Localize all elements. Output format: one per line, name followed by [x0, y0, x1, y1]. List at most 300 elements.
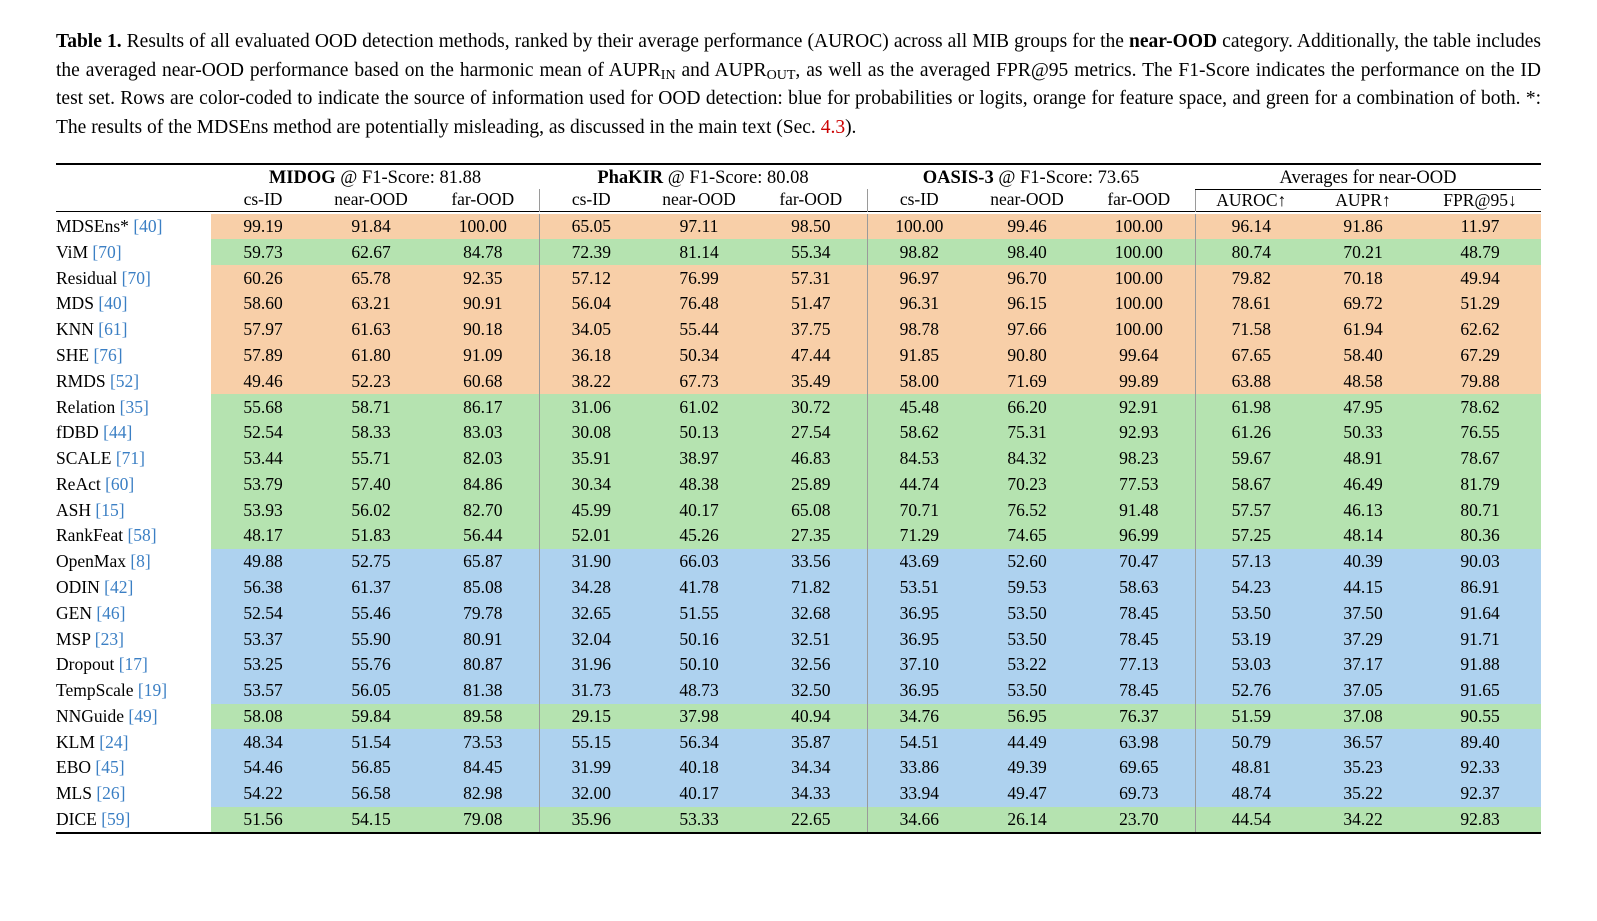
metric-cell: 25.89	[755, 472, 867, 498]
method-label: ReAct	[56, 473, 101, 494]
metric-cell: 51.54	[315, 729, 427, 755]
metric-cell: 40.17	[643, 781, 755, 807]
metric-cell: 80.87	[427, 652, 539, 678]
method-name-cell	[56, 343, 211, 369]
citation-link[interactable]: [40]	[128, 216, 163, 237]
metric-cell: 40.17	[643, 497, 755, 523]
metric-cell: 61.94	[1307, 317, 1419, 343]
table-row	[56, 317, 1541, 343]
metric-cell: 55.76	[315, 652, 427, 678]
metric-cell: 61.63	[315, 317, 427, 343]
metric-cell: 32.51	[755, 626, 867, 652]
subheader-oasis3-far-ood: far-OOD	[1107, 189, 1171, 210]
metric-cell: 56.44	[427, 523, 539, 549]
metric-cell: 31.99	[539, 755, 643, 781]
metric-cell: 76.52	[971, 497, 1083, 523]
metric-cell: 85.08	[427, 575, 539, 601]
metric-cell: 100.00	[1083, 291, 1195, 317]
metric-cell: 56.38	[211, 575, 315, 601]
metric-cell: 99.46	[971, 214, 1083, 240]
metric-cell: 50.13	[643, 420, 755, 446]
metric-cell: 11.97	[1419, 214, 1541, 240]
metric-cell: 63.98	[1083, 729, 1195, 755]
metric-cell: 34.76	[867, 704, 971, 730]
table-row	[56, 420, 1541, 446]
metric-cell: 79.88	[1419, 368, 1541, 394]
table-row	[56, 600, 1541, 626]
metric-cell: 34.33	[755, 781, 867, 807]
table-caption	[56, 28, 1541, 143]
metric-cell: 52.23	[315, 368, 427, 394]
metric-cell: 60.26	[211, 265, 315, 291]
metric-cell: 84.78	[427, 239, 539, 265]
metric-cell: 52.75	[315, 549, 427, 575]
metric-cell: 67.65	[1195, 343, 1307, 369]
caption-text-4: , as well as the averaged FPR@95 metrics. The F1-Score indicates the performance on the ID test set. Rows are color-coded to indicate the source of information used for OOD detection: blue for probabilities or logits, orange for feature space, and green for a combination of both. *: The results of the MDSEns method are potentially misleading, as discussed in the main text (Sec.	[56, 59, 1542, 139]
metric-cell: 35.91	[539, 446, 643, 472]
metric-cell: 37.05	[1307, 678, 1419, 704]
metric-cell: 37.98	[643, 704, 755, 730]
method-label: Dropout	[56, 654, 115, 675]
metric-cell: 57.97	[211, 317, 315, 343]
metric-cell: 57.40	[315, 472, 427, 498]
table-row	[56, 239, 1541, 265]
citation-link[interactable]: [23]	[90, 628, 124, 649]
citation-link[interactable]: [70]	[117, 267, 151, 288]
metric-cell: 50.16	[643, 626, 755, 652]
method-label: Relation	[56, 396, 116, 417]
citation-link[interactable]: [58]	[123, 525, 157, 546]
metric-cell: 34.66	[867, 807, 971, 834]
method-label: GEN	[56, 602, 92, 623]
metric-cell: 91.86	[1307, 214, 1419, 240]
method-name-cell	[56, 575, 211, 601]
metric-cell: 41.78	[643, 575, 755, 601]
metric-cell: 81.38	[427, 678, 539, 704]
metric-cell: 50.34	[643, 343, 755, 369]
citation-link[interactable]: [52]	[105, 370, 140, 391]
table-row	[56, 575, 1541, 601]
metric-cell: 37.10	[867, 652, 971, 678]
metric-cell: 55.71	[315, 446, 427, 472]
metric-cell: 55.34	[755, 239, 867, 265]
metric-cell: 59.67	[1195, 446, 1307, 472]
metric-cell: 34.05	[539, 317, 643, 343]
metric-cell: 70.21	[1307, 239, 1419, 265]
metric-cell: 50.79	[1195, 729, 1307, 755]
metric-cell: 35.23	[1307, 755, 1419, 781]
method-label: Residual	[56, 267, 118, 288]
metric-cell: 59.84	[315, 704, 427, 730]
metric-cell: 52.60	[971, 549, 1083, 575]
metric-cell: 100.00	[1083, 214, 1195, 240]
metric-cell: 48.38	[643, 472, 755, 498]
metric-cell: 58.62	[867, 420, 971, 446]
metric-cell: 54.15	[315, 807, 427, 834]
metric-cell: 73.53	[427, 729, 539, 755]
citation-link[interactable]: [61]	[93, 319, 128, 340]
table-row	[56, 652, 1541, 678]
metric-cell: 57.25	[1195, 523, 1307, 549]
metric-cell: 61.80	[315, 343, 427, 369]
metric-cell: 56.04	[539, 291, 643, 317]
metric-cell: 96.70	[971, 265, 1083, 291]
table-row	[56, 265, 1541, 291]
metric-cell: 23.70	[1083, 807, 1195, 834]
metric-cell: 35.87	[755, 729, 867, 755]
citation-link[interactable]: [24]	[94, 731, 129, 752]
metric-cell: 33.94	[867, 781, 971, 807]
metric-cell: 91.88	[1419, 652, 1541, 678]
metric-cell: 98.78	[867, 317, 971, 343]
method-name-cell	[56, 394, 211, 420]
method-name-cell	[56, 317, 211, 343]
citation-link[interactable]: [76]	[89, 344, 123, 365]
metric-cell: 59.73	[211, 239, 315, 265]
method-label: DICE	[56, 809, 97, 830]
method-name-cell	[56, 704, 211, 730]
metric-cell: 51.55	[643, 600, 755, 626]
metric-cell: 80.71	[1419, 497, 1541, 523]
group-header-averages: Averages for near-OOD	[1279, 167, 1457, 188]
metric-cell: 37.29	[1307, 626, 1419, 652]
table-bottom-rule	[56, 833, 1541, 837]
citation-link[interactable]: [26]	[91, 783, 126, 804]
metric-cell: 58.40	[1307, 343, 1419, 369]
metric-cell: 82.70	[427, 497, 539, 523]
metric-cell: 91.85	[867, 343, 971, 369]
metric-cell: 53.22	[971, 652, 1083, 678]
method-name-cell	[56, 755, 211, 781]
metric-cell: 32.68	[755, 600, 867, 626]
metric-cell: 34.28	[539, 575, 643, 601]
metric-cell: 48.17	[211, 523, 315, 549]
metric-cell: 35.96	[539, 807, 643, 834]
metric-cell: 48.34	[211, 729, 315, 755]
metric-cell: 98.23	[1083, 446, 1195, 472]
citation-link[interactable]: [45]	[91, 757, 125, 778]
caption-sub-in: IN	[660, 66, 676, 83]
method-label: MLS	[56, 783, 92, 804]
metric-cell: 99.64	[1083, 343, 1195, 369]
metric-cell: 38.97	[643, 446, 755, 472]
subheader-midog-far-ood: far-OOD	[451, 189, 515, 210]
method-name-cell	[56, 265, 211, 291]
metric-cell: 53.50	[971, 678, 1083, 704]
table-row	[56, 807, 1541, 834]
metric-cell: 86.17	[427, 394, 539, 420]
subheader-oasis3-near-ood: near-OOD	[990, 189, 1064, 210]
metric-cell: 58.71	[315, 394, 427, 420]
metric-cell: 79.78	[427, 600, 539, 626]
metric-cell: 80.36	[1419, 523, 1541, 549]
metric-cell: 48.73	[643, 678, 755, 704]
group-header-phakir: PhaKIR @ F1-Score: 80.08	[597, 167, 809, 188]
metric-cell: 57.13	[1195, 549, 1307, 575]
metric-cell: 91.09	[427, 343, 539, 369]
metric-cell: 66.03	[643, 549, 755, 575]
metric-cell: 30.72	[755, 394, 867, 420]
method-name-cell	[56, 549, 211, 575]
method-name-cell	[56, 446, 211, 472]
table-row	[56, 368, 1541, 394]
metric-cell: 92.83	[1419, 807, 1541, 834]
metric-cell: 40.39	[1307, 549, 1419, 575]
group-header-oasis3: OASIS-3 @ F1-Score: 73.65	[922, 167, 1140, 188]
metric-cell: 45.26	[643, 523, 755, 549]
metric-cell: 96.14	[1195, 214, 1307, 240]
metric-cell: 89.40	[1419, 729, 1541, 755]
metric-cell: 37.75	[755, 317, 867, 343]
citation-link[interactable]: [42]	[99, 577, 134, 598]
group-header-row	[56, 168, 1541, 190]
method-name-cell	[56, 626, 211, 652]
metric-cell: 35.49	[755, 368, 867, 394]
citation-link[interactable]: [46]	[91, 602, 126, 623]
metric-cell: 90.91	[427, 291, 539, 317]
metric-cell: 51.83	[315, 523, 427, 549]
metric-cell: 61.02	[643, 394, 755, 420]
metric-cell: 45.48	[867, 394, 971, 420]
metric-cell: 91.71	[1419, 626, 1541, 652]
metric-cell: 57.57	[1195, 497, 1307, 523]
method-label: MDS	[56, 293, 94, 314]
metric-cell: 82.98	[427, 781, 539, 807]
metric-cell: 83.03	[427, 420, 539, 446]
caption-section-reference[interactable]: 4.3	[820, 117, 846, 139]
method-label: OpenMax	[56, 551, 126, 572]
method-label: MSP	[56, 628, 91, 649]
metric-cell: 34.22	[1307, 807, 1419, 834]
method-label: fDBD	[56, 422, 99, 443]
metric-cell: 37.17	[1307, 652, 1419, 678]
subheader-avg-aupr: AUPR↑	[1307, 189, 1419, 211]
method-label: SCALE	[56, 448, 112, 469]
metric-cell: 53.44	[211, 446, 315, 472]
metric-cell: 81.79	[1419, 472, 1541, 498]
metric-cell: 53.93	[211, 497, 315, 523]
metric-cell: 99.19	[211, 214, 315, 240]
table-row	[56, 755, 1541, 781]
metric-cell: 51.29	[1419, 291, 1541, 317]
method-name-cell	[56, 472, 211, 498]
subheader-oasis3-cs-id: cs-ID	[867, 189, 971, 211]
metric-cell: 76.48	[643, 291, 755, 317]
metric-cell: 71.69	[971, 368, 1083, 394]
metric-cell: 69.73	[1083, 781, 1195, 807]
table-row	[56, 704, 1541, 730]
metric-cell: 27.35	[755, 523, 867, 549]
method-name-cell	[56, 523, 211, 549]
subheader-row	[56, 189, 1541, 211]
metric-cell: 81.14	[643, 239, 755, 265]
metric-cell: 53.25	[211, 652, 315, 678]
metric-cell: 78.45	[1083, 678, 1195, 704]
metric-cell: 70.47	[1083, 549, 1195, 575]
metric-cell: 78.45	[1083, 626, 1195, 652]
metric-cell: 45.99	[539, 497, 643, 523]
metric-cell: 70.23	[971, 472, 1083, 498]
method-name-cell	[56, 291, 211, 317]
metric-cell: 97.66	[971, 317, 1083, 343]
metric-cell: 56.34	[643, 729, 755, 755]
method-label: EBO	[56, 757, 91, 778]
method-label: KNN	[56, 319, 94, 340]
corner-cell	[56, 168, 211, 190]
table-row	[56, 394, 1541, 420]
metric-cell: 56.05	[315, 678, 427, 704]
metric-cell: 54.51	[867, 729, 971, 755]
metric-cell: 80.74	[1195, 239, 1307, 265]
metric-cell: 65.87	[427, 549, 539, 575]
metric-cell: 52.54	[211, 420, 315, 446]
table-row	[56, 626, 1541, 652]
metric-cell: 61.26	[1195, 420, 1307, 446]
method-name-cell	[56, 600, 211, 626]
method-name-cell	[56, 239, 211, 265]
metric-cell: 55.46	[315, 600, 427, 626]
metric-cell: 37.08	[1307, 704, 1419, 730]
metric-cell: 69.65	[1083, 755, 1195, 781]
metric-cell: 53.79	[211, 472, 315, 498]
table-row	[56, 729, 1541, 755]
caption-text-1: Results of all evaluated OOD detection methods, ranked by their average performance (AUROC) across all MIB groups for the	[121, 31, 1129, 52]
metric-cell: 54.22	[211, 781, 315, 807]
metric-cell: 84.86	[427, 472, 539, 498]
method-name-cell	[56, 652, 211, 678]
citation-link[interactable]: [44]	[98, 422, 133, 443]
metric-cell: 55.44	[643, 317, 755, 343]
caption-label: Table 1.	[56, 31, 122, 52]
metric-cell: 32.04	[539, 626, 643, 652]
citation-link[interactable]: [59]	[96, 809, 131, 830]
metric-cell: 100.00	[1083, 265, 1195, 291]
method-name-cell	[56, 807, 211, 834]
table-row	[56, 472, 1541, 498]
metric-cell: 51.59	[1195, 704, 1307, 730]
metric-cell: 56.85	[315, 755, 427, 781]
metric-cell: 53.50	[1195, 600, 1307, 626]
metric-cell: 49.39	[971, 755, 1083, 781]
results-table	[56, 163, 1541, 838]
metric-cell: 53.19	[1195, 626, 1307, 652]
metric-cell: 79.82	[1195, 265, 1307, 291]
metric-cell: 33.86	[867, 755, 971, 781]
metric-cell: 79.08	[427, 807, 539, 834]
metric-cell: 52.01	[539, 523, 643, 549]
method-label: KLM	[56, 731, 95, 752]
metric-cell: 100.00	[1083, 317, 1195, 343]
citation-link[interactable]: [17]	[114, 654, 148, 675]
metric-cell: 36.95	[867, 626, 971, 652]
metric-cell: 92.33	[1419, 755, 1541, 781]
method-name-cell	[56, 214, 211, 240]
citation-link[interactable]: [35]	[115, 396, 149, 417]
metric-cell: 98.50	[755, 214, 867, 240]
metric-cell: 44.15	[1307, 575, 1419, 601]
metric-cell: 48.58	[1307, 368, 1419, 394]
metric-cell: 29.15	[539, 704, 643, 730]
caption-text-5: ).	[845, 117, 857, 139]
metric-cell: 91.64	[1419, 600, 1541, 626]
metric-cell: 100.00	[427, 214, 539, 240]
table-row	[56, 497, 1541, 523]
metric-cell: 80.91	[427, 626, 539, 652]
metric-cell: 63.21	[315, 291, 427, 317]
metric-cell: 70.18	[1307, 265, 1419, 291]
metric-cell: 58.67	[1195, 472, 1307, 498]
method-label: ViM	[56, 241, 89, 262]
caption-text-3: and AUPR	[675, 59, 767, 81]
method-label: TempScale	[56, 680, 134, 701]
table-row	[56, 343, 1541, 369]
metric-cell: 32.65	[539, 600, 643, 626]
metric-cell: 100.00	[867, 214, 971, 240]
metric-cell: 31.06	[539, 394, 643, 420]
metric-cell: 30.08	[539, 420, 643, 446]
table-row	[56, 214, 1541, 240]
citation-link[interactable]: [19]	[133, 680, 168, 701]
citation-link[interactable]: [60]	[100, 473, 135, 494]
metric-cell: 47.44	[755, 343, 867, 369]
metric-cell: 46.49	[1307, 472, 1419, 498]
metric-cell: 30.34	[539, 472, 643, 498]
citation-link[interactable]: [70]	[88, 241, 122, 262]
metric-cell: 65.05	[539, 214, 643, 240]
method-label: ODIN	[56, 577, 100, 598]
metric-cell: 49.94	[1419, 265, 1541, 291]
table-row	[56, 523, 1541, 549]
metric-cell: 32.56	[755, 652, 867, 678]
metric-cell: 70.71	[867, 497, 971, 523]
method-label: ASH	[56, 499, 92, 520]
metric-cell: 65.78	[315, 265, 427, 291]
metric-cell: 46.83	[755, 446, 867, 472]
metric-cell: 71.29	[867, 523, 971, 549]
metric-cell: 22.65	[755, 807, 867, 834]
citation-link[interactable]: [40]	[93, 293, 128, 314]
citation-link[interactable]: [49]	[124, 705, 158, 726]
metric-cell: 55.90	[315, 626, 427, 652]
metric-cell: 66.20	[971, 394, 1083, 420]
metric-cell: 63.88	[1195, 368, 1307, 394]
metric-cell: 56.02	[315, 497, 427, 523]
metric-cell: 84.53	[867, 446, 971, 472]
metric-cell: 78.45	[1083, 600, 1195, 626]
metric-cell: 98.40	[971, 239, 1083, 265]
metric-cell: 34.34	[755, 755, 867, 781]
citation-link[interactable]: [71]	[111, 448, 145, 469]
citation-link[interactable]: [8]	[125, 551, 151, 572]
metric-cell: 62.62	[1419, 317, 1541, 343]
metric-cell: 43.69	[867, 549, 971, 575]
metric-cell: 32.00	[539, 781, 643, 807]
metric-cell: 56.58	[315, 781, 427, 807]
citation-link[interactable]: [15]	[91, 499, 125, 520]
metric-cell: 92.93	[1083, 420, 1195, 446]
metric-cell: 90.55	[1419, 704, 1541, 730]
metric-cell: 55.68	[211, 394, 315, 420]
metric-cell: 96.31	[867, 291, 971, 317]
metric-cell: 44.49	[971, 729, 1083, 755]
metric-cell: 53.51	[867, 575, 971, 601]
metric-cell: 84.45	[427, 755, 539, 781]
metric-cell: 84.32	[971, 446, 1083, 472]
method-name-cell	[56, 420, 211, 446]
metric-cell: 74.65	[971, 523, 1083, 549]
metric-cell: 44.74	[867, 472, 971, 498]
method-name-cell	[56, 729, 211, 755]
